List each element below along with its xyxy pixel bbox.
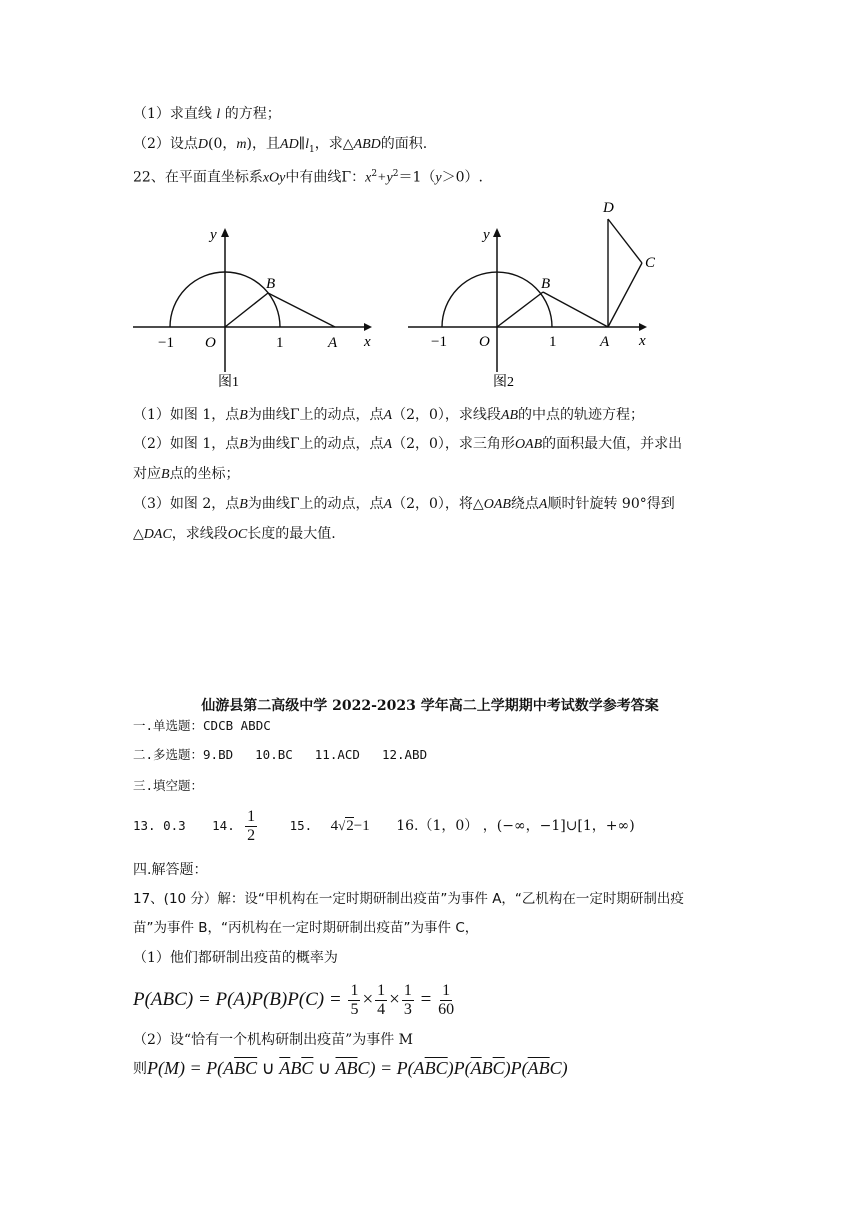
q22-part2: （2）如图 1，点B为曲线Γ上的动点，点A（2，0），求三角形OAB的面积最大值，并求出 — [133, 436, 683, 452]
y-axis-arrow — [493, 228, 501, 237]
figure-1 — [130, 222, 380, 397]
answer-fill-label: 三.填空题： — [133, 778, 204, 793]
label-B: B — [541, 276, 551, 292]
q22-part2-cont: 对应B点的坐标； — [133, 466, 240, 482]
q22-stem: 22、在平面直坐标系xOy中有曲线Γ：$x^2+y^2=1(y>0)$. — [133, 169, 483, 186]
s17-part2: （2）设“恰有一个机构研制出疫苗”为事件 M — [133, 1032, 414, 1048]
label-O: O — [205, 335, 216, 351]
label-B: B — [266, 276, 276, 292]
fig1-caption: 图1 — [218, 375, 239, 390]
frac-one-half: $\frac{1}{2}$ — [247, 807, 256, 844]
figure-2 — [405, 195, 655, 397]
x-axis-arrow — [364, 323, 372, 331]
answer-solve-label: 四.解答题： — [133, 862, 208, 878]
label-A: A — [600, 334, 610, 350]
label-neg1: −1 — [431, 334, 447, 350]
label-O: O — [479, 334, 490, 350]
q21-part1: （1）求直线 l 的方程； — [133, 106, 281, 122]
formula-2: $^则P(M) = P(A\overline{BC}$ ∪ $\overline{A}B\overline{C}$ ∪ $\overline{AB}C) = P(A\overline{BC})P(\overline{A}B\overline{C})P(\overline{AB}C)$ — [133, 1058, 568, 1078]
q22-part1: （1）如图 1，点B为曲线Γ上的动点，点A（2，0），求线段AB的中点的轨迹方程； — [133, 407, 645, 423]
segment-OB — [497, 292, 543, 327]
formula-1: P(ABC) = P(A)P(B)P(C) = $\frac{1}{5}$ × $\frac{1}{4}$ × $\frac{1}{3}$ = $\frac{1}{60}$ — [133, 982, 455, 1019]
label-y: y — [483, 227, 490, 243]
answer-15-value: 4√2−1 — [330, 818, 370, 834]
y-axis-arrow — [221, 228, 229, 237]
segment-CA — [608, 263, 642, 327]
s17-line2: 苗”为事件 B，“丙机构在一定时期研制出疫苗”为事件 C， — [133, 920, 479, 936]
answer-single-choice: 一.单选题：CDCB ABDC — [133, 718, 271, 733]
label-1: 1 — [276, 335, 284, 351]
q22-part3: （3）如图 2，点B为曲线Γ上的动点，点A（2，0），将△OAB绕点A顺时针旋转 90°得到 — [133, 496, 675, 512]
answer-fill-row: 13. 0.3 14. $\frac{1}{2}$ 15. 4√2−1 16.（1，0） ，(−∞，−1]∪[1，+∞) — [133, 807, 635, 844]
label-C: C — [645, 255, 655, 271]
q22-part3-cont: △DAC，求线段OC长度的最大值. — [133, 526, 336, 542]
label-y: y — [210, 227, 217, 243]
answer-multi-choice: 二.多选题：9.BD 10.BC 11.ACD 12.ABD — [133, 747, 428, 762]
s17-part1: （1）他们都研制出疫苗的概率为 — [133, 950, 338, 966]
fig2-caption: 图2 — [493, 375, 514, 390]
segment-OB — [225, 293, 268, 327]
label-A: A — [328, 335, 338, 351]
segment-DC — [608, 219, 642, 263]
q21-part2: （2）设点D(0，m)，且$AD\parallel l_1$，求△ABD的面积. — [133, 136, 428, 155]
label-x: x — [639, 333, 646, 349]
label-1: 1 — [549, 334, 557, 350]
segment-BA — [543, 292, 608, 327]
s17-line1: 17、(10 分）解：设“甲机构在一定时期研制出疫苗”为事件 A，“乙机构在一定时期研制出疫 — [133, 891, 684, 907]
label-D: D — [603, 200, 614, 216]
answer-title: 仙游县第二高级中学 2022-2023 学年高二上学期期中考试数学参考答案 — [201, 698, 659, 714]
label-x: x — [364, 334, 371, 350]
label-neg1: −1 — [158, 335, 174, 351]
x-axis-arrow — [639, 323, 647, 331]
